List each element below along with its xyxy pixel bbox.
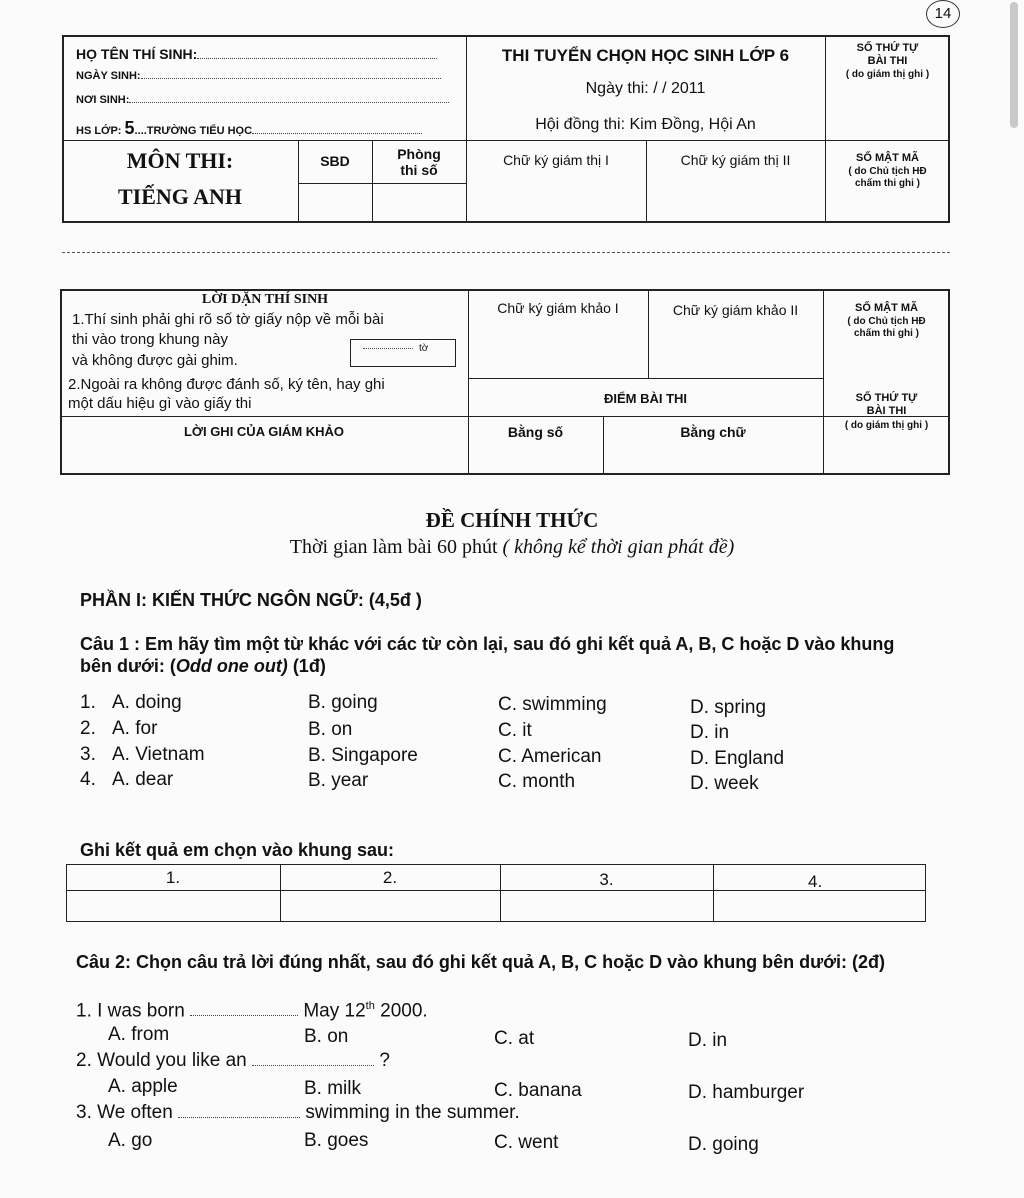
answer-cell-4[interactable] [715, 892, 924, 920]
examiner-1-signature: Chữ ký giám khảo I [497, 300, 619, 316]
answer-col-2: 2. [382, 868, 398, 887]
question-1-line-1: Câu 1 : Em hãy tìm một từ khác với các từ còn lại, sau đó ghi kết quả A, B, C hoặc D vào khung [80, 634, 895, 654]
q1-item-number: 4. [80, 769, 96, 790]
q1-line2-suffix: (1đ) [287, 656, 326, 676]
proctor-2-signature: Chữ ký giám thị II [680, 152, 791, 168]
secret-code-note-4: chấm thi ghi ) [854, 328, 919, 339]
q1-line2-italic: Odd one out) [175, 656, 288, 676]
instructions-line-2: thi vào trong khung này [72, 331, 228, 348]
q1-option-c: C. American [498, 746, 602, 767]
q1-item-number: 3. [80, 744, 96, 765]
q1-option-c: C. it [498, 720, 532, 741]
q1-option-b: B. Singapore [308, 745, 418, 766]
q2-option-d: D. in [688, 1030, 728, 1051]
secret-code-note-2: chấm thi ghi ) [855, 178, 920, 189]
q1-line2-prefix: bên dưới: ( [80, 656, 176, 676]
page-number-circle: 14 [926, 0, 960, 28]
school-label: ....TRƯỜNG TIỂU HỌC [134, 125, 253, 137]
answer-cell-1[interactable] [68, 892, 278, 920]
room-label-2: thi số [400, 162, 438, 178]
exam-duration [0, 536, 1024, 559]
sbd-label: SBD [320, 153, 350, 169]
part-1-title: PHẦN I: KIẾN THỨC NGÔN NGỮ: (4,5đ ) [80, 590, 422, 610]
serial-note: ( do giám thị ghi ) [845, 69, 930, 80]
q2-option-c: C. banana [494, 1080, 582, 1101]
q2-stem-end: swimming in the summer. [305, 1102, 520, 1123]
q1-option-a: A. Vietnam [112, 744, 205, 765]
instructions-line-4: 2.Ngoài ra không được đánh số, ký tên, hay ghi [68, 376, 385, 393]
q2-option-c: C. at [494, 1028, 535, 1049]
answer-cell-2[interactable] [282, 892, 498, 920]
serial-note-2: ( do giám thị ghi ) [844, 420, 929, 431]
q2-option-a: A. apple [108, 1076, 178, 1097]
q2-option-a: A. go [108, 1130, 153, 1151]
q2-option-a: A. from [108, 1024, 170, 1045]
q1-option-a: A. dear [112, 769, 174, 790]
serial-label: SỐ THỨ TỰ [856, 42, 919, 54]
answer-col-1: 1. [165, 868, 181, 887]
q1-option-d: D. spring [690, 697, 767, 718]
q2-option-b: B. goes [304, 1130, 369, 1151]
answer-col-4: 4. [808, 872, 823, 891]
serial-label-4: BÀI THI [866, 405, 907, 417]
q1-option-b: B. on [308, 719, 353, 740]
q1-option-c: C. swimming [498, 694, 607, 715]
examiner-2-signature: Chữ ký giám khảo II [672, 302, 799, 318]
dob-label: NGÀY SINH: [76, 70, 141, 82]
official-exam-title: ĐỀ CHÍNH THỨC [425, 508, 599, 532]
q2-stem-start: 3. We often [76, 1102, 173, 1123]
secret-code-note-1: ( do Chủ tịch HĐ [848, 166, 927, 177]
instructions-line-5: một dấu hiệu gì vào giấy thi [68, 395, 252, 412]
q1-item-number: 1. [80, 692, 96, 713]
q2-option-c: C. went [494, 1132, 559, 1153]
score-number-label: Bằng số [507, 424, 564, 440]
instructions-title: LỜI DẶN THÍ SINH [201, 292, 329, 307]
instructions-line-1: 1.Thí sinh phải ghi rõ số tờ giấy nộp về mỗi bài [72, 311, 384, 328]
question-1-line-2 [80, 656, 326, 677]
instructions-line-3: và không được gài ghim. [72, 352, 238, 369]
q2-stem-start: 1. I was born [76, 1000, 185, 1022]
sheet-count-suffix: tờ [419, 343, 429, 354]
room-label: Phòng [397, 146, 441, 162]
exam-duration-note: ( không kể thời gian phát đề) [502, 536, 735, 558]
q1-option-c: C. month [498, 771, 576, 792]
remarks-label: LỜI GHI CỦA GIÁM KHẢO [183, 424, 345, 439]
answer-cell-3[interactable] [502, 892, 711, 920]
secret-code-label-2: SỐ MẬT MÃ [855, 302, 918, 314]
exam-date: Ngày thi: / / 2011 [585, 80, 706, 97]
score-words-label: Bằng chữ [680, 424, 746, 440]
answer-box-label: Ghi kết quả em chọn vào khung sau: [80, 840, 395, 860]
secret-code-note-3: ( do Chủ tịch HĐ [847, 316, 926, 327]
q2-option-b: B. on [304, 1026, 349, 1047]
serial-label-2: BÀI THI [867, 55, 908, 67]
cut-line [62, 252, 950, 253]
q1-option-d: D. week [690, 773, 759, 794]
answer-col-3: 3. [599, 870, 614, 889]
q2-stem-end: ? [379, 1050, 390, 1071]
question-2-title: Câu 2: Chọn câu trả lời đúng nhất, sau đó ghi kết quả A, B, C hoặc D vào khung bên dưới: (2đ) [76, 952, 885, 972]
q2-stem-end: May 12 [303, 1000, 366, 1022]
score-label: ĐIỂM BÀI THI [603, 391, 688, 406]
class-value: 5 [124, 118, 135, 138]
secret-code-label: SỐ MẬT MÃ [856, 152, 919, 164]
q1-option-d: D. England [690, 748, 785, 769]
q2-option-b: B. milk [304, 1078, 361, 1099]
birthplace-label: NƠI SINH: [76, 94, 130, 106]
exam-council: Hội đồng thi: Kim Đồng, Hội An [535, 116, 756, 133]
q1-option-b: B. going [308, 692, 378, 713]
q2-stem-tail: 2000. [374, 1000, 428, 1022]
exam-title: THI TUYỂN CHỌN HỌC SINH LỚP 6 [501, 46, 790, 65]
serial-label-3: SỐ THỨ TỰ [855, 392, 918, 404]
subject-value: TIẾNG ANH [117, 184, 243, 209]
proctor-1-signature: Chữ ký giám thị I [503, 152, 609, 168]
q2-option-d: D. hamburger [688, 1082, 805, 1103]
exam-duration-text: Thời gian làm bài 60 phút [289, 536, 498, 558]
q1-item-number: 2. [80, 718, 96, 739]
class-label: HS LỚP: [76, 125, 122, 137]
q2-stem-start: 2. Would you like an [76, 1050, 247, 1071]
name-label: HỌ TÊN THÍ SINH: [76, 46, 198, 62]
sheet-count-box[interactable] [350, 339, 456, 367]
q1-option-a: A. for [112, 718, 158, 739]
q2-superscript: th [365, 1000, 375, 1012]
q1-option-d: D. in [690, 722, 730, 743]
q2-option-d: D. going [688, 1134, 759, 1155]
q1-option-b: B. year [308, 770, 369, 791]
q1-option-a: A. doing [112, 692, 182, 713]
subject-label: MÔN THI: [126, 148, 234, 173]
scrollbar[interactable] [1010, 2, 1018, 128]
